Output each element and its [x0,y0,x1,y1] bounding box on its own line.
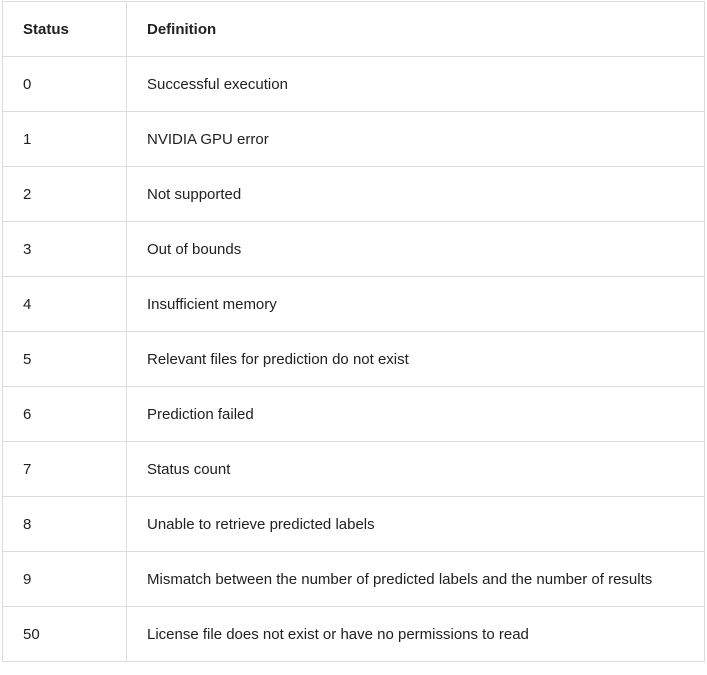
definition-cell: Unable to retrieve predicted labels [127,497,705,552]
status-code-cell: 3 [3,222,127,277]
table-row [3,332,705,387]
table-row [3,57,705,112]
status-code-cell: 0 [3,57,127,112]
table-row [3,167,705,222]
status-code-cell: 50 [3,607,127,662]
status-code-cell: 5 [3,332,127,387]
status-code-cell: 8 [3,497,127,552]
definition-cell: Successful execution [127,57,705,112]
table-row [3,277,705,332]
status-code-cell: 1 [3,112,127,167]
status-code-cell: 6 [3,387,127,442]
definition-cell: Insufficient memory [127,277,705,332]
column-header-definition: Definition [127,2,705,57]
table-header-row [3,2,705,57]
definition-cell: Prediction failed [127,387,705,442]
status-code-cell: 2 [3,167,127,222]
status-code-cell: 7 [3,442,127,497]
table-row [3,112,705,167]
column-header-status: Status [3,2,127,57]
table-row [3,442,705,497]
definition-cell: Mismatch between the number of predicted labels and the number of results [127,552,705,607]
status-table-container [2,1,704,662]
table-row [3,497,705,552]
table-row [3,222,705,277]
status-code-cell: 9 [3,552,127,607]
table-row [3,552,705,607]
status-code-cell: 4 [3,277,127,332]
table-row [3,387,705,442]
definition-cell: Status count [127,442,705,497]
definition-cell: Relevant files for prediction do not exist [127,332,705,387]
definition-cell: License file does not exist or have no permissions to read [127,607,705,662]
status-definition-table [2,1,705,662]
definition-cell: Out of bounds [127,222,705,277]
table-row [3,607,705,662]
definition-cell: NVIDIA GPU error [127,112,705,167]
definition-cell: Not supported [127,167,705,222]
